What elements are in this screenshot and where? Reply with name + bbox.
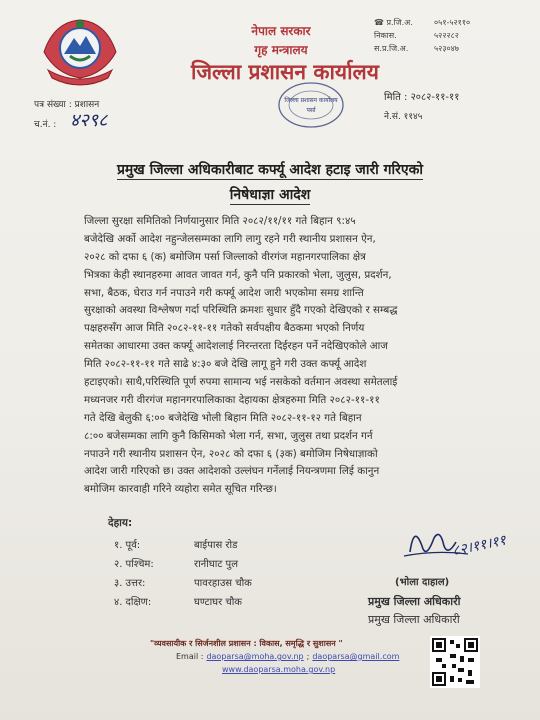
body-line: जिल्ला सुरक्षा समितिको निर्णयानुसार मिति २०८२/११/११ गते बिहान ९:४५	[84, 215, 356, 227]
contact-value: ५२३०४७	[434, 44, 459, 53]
signature-date: ८२।११।११	[451, 532, 508, 560]
boundary-location: पावरहाउस चौक	[194, 578, 252, 589]
body-line: पक्षहरुसँग आज मिति २०८२-११-११ गतेको सर्वपक्षीय बैठकमा भएको निर्णय	[84, 322, 365, 335]
body-line: ८:०० बजेसम्मका लागि कुनै किसिमको भेला गर्न, सभा, जुलुस तथा प्रदर्शन गर्न	[84, 429, 373, 442]
date-label: मिति : २०८२-११-११	[384, 92, 460, 103]
order-body	[84, 213, 496, 499]
boundary-location: घण्टाघर चौक	[194, 597, 242, 608]
body-line: बजेदेखि अर्को आदेश नहुन्जेलसम्मका लागि लागु रहने गरी स्थानीय प्रशासन ऐन,	[84, 232, 376, 245]
header-office-title: जिल्ला प्रशासन कार्यालय	[191, 60, 379, 84]
signatory-title-handwritten: प्रमुख जिल्ला अधिकारी	[368, 613, 460, 626]
contact-value: ०५१-५२११०	[434, 18, 471, 27]
body-line: समेतका आधारमा उक्त कर्फ्यू आदेशलाई निरन्तरता दिईरहन पर्ने नदेखिएकोले आज	[84, 340, 388, 353]
heading-line-2: निषेधाज्ञा आदेश	[229, 187, 311, 203]
boundary-item	[114, 575, 252, 589]
body-line: मध्यनजर गरी वीरगंज महानगरपालिकाका देहायका क्षेत्रहरुमा मिति २०८२-११-११	[84, 393, 380, 406]
order-heading	[60, 158, 480, 208]
stamp-text: जिल्ला प्रशासन कार्यालय	[284, 97, 338, 104]
body-line: २०२८ को दफा ६ (क) बमोजिम पर्सा जिल्लाको वीरगंज महानगरपालिका क्षेत्र	[84, 250, 366, 263]
contact-label: ☎ प्र.जि.अ.	[374, 18, 413, 27]
boundaries-label: देहाय:	[108, 517, 133, 529]
heading-line-1: प्रमुख जिल्ला अधिकारीबाट कर्फ्यू आदेश हटाइ जारी गरिएको	[116, 162, 424, 178]
dispatch-label: च.नं. :	[34, 120, 57, 130]
body-line: मिति २०८२-११-११ गते साढे ४:३० बजे देखि लागू हुने गरी उक्त कर्फ्यू आदेश	[84, 358, 367, 371]
email-link-primary[interactable]: daoparsa@moha.gov.np	[206, 652, 304, 661]
signatory-title: प्रमुख जिल्ला अधिकारी	[368, 595, 461, 608]
body-line: गते देखि बेलुकी ६:०० बजेदेखि भोली बिहान मिति २०८२-११-१२ गते बिहान	[84, 411, 362, 424]
body-line: हटाइएको। साथै,परिस्थिति पूर्ण रुपमा सामान्य भई नसकेको वर्तमान अवस्था समेतलाई	[84, 376, 398, 389]
boundary-location: रानीघाट पुल	[194, 559, 238, 570]
official-stamp-icon	[276, 80, 346, 130]
boundary-direction: २. पश्चिम:	[114, 559, 154, 570]
boundary-direction: १. पूर्व:	[114, 540, 141, 551]
header-ministry: गृह मन्त्रालय	[254, 43, 308, 57]
contact-row	[374, 16, 524, 29]
contact-numbers	[374, 16, 524, 55]
contact-label: निकास.	[374, 31, 397, 40]
contact-label: स.प्र.जि.अ.	[374, 44, 409, 53]
email-link-secondary[interactable]: daoparsa@gmail.com	[312, 652, 400, 661]
signatory-name: (भोला दाहाल)	[395, 577, 450, 588]
contact-row	[374, 42, 524, 55]
nepal-emblem-icon	[34, 12, 126, 88]
letter-number-label: पत्र संख्या : प्रशासन	[34, 100, 100, 110]
website-link[interactable]: www.daoparsa.moha.gov.np	[222, 665, 336, 674]
body-line: बमोजिम कारवाही गरिने व्यहोरा समेत सूचित गरिन्छ।	[84, 483, 277, 496]
stamp-text: पर्सा	[306, 107, 316, 114]
boundary-direction: ३. उत्तर:	[114, 578, 146, 589]
boundary-item	[114, 556, 238, 570]
qr-code-icon	[430, 636, 480, 688]
boundary-item	[114, 537, 237, 551]
body-line: भित्रका केही स्थानहरुमा आवत जावत गर्न, कुनै पनि प्रकारको भेला, जुलुस, प्रदर्शन,	[84, 268, 392, 281]
header-government: नेपाल सरकार	[251, 24, 311, 38]
footer-slogan: "व्यवसायीक र सिर्जनशील प्रशासन : विकास, समृद्धि र सुशासन "	[150, 639, 343, 648]
email-separator: ;	[306, 652, 310, 661]
email-label: Email :	[176, 652, 204, 661]
body-line: आदेश जारी गरिएको छ। उक्त आदेशको उल्लंघन गर्नेलाई नियन्त्रणमा लिई कानुन	[84, 465, 380, 478]
contact-row	[374, 29, 524, 42]
boundary-location: बाईपास रोड	[194, 540, 238, 551]
dispatch-number: ४२९८	[70, 110, 108, 131]
body-line: सभा, बैठक, घेराउ गर्न नपाउने गरी कर्फ्यू आदेश जारी भएकोमा समग्र शान्ति	[84, 286, 364, 299]
nepali-era-label: ने.सं. ११४५	[384, 112, 423, 122]
body-line: सुरक्षाको अवस्था विश्लेषण गर्दा परिस्थिति क्रमशः सुधार हुँदै गएको देखिएको र सम्बद्ध	[84, 304, 398, 317]
body-line: नपाउने गरी स्थानीय प्रशासन ऐन, २०२८ को दफा ६ (३क) बमोजिम निषेधाज्ञाको	[84, 447, 378, 460]
footer-email	[176, 652, 399, 661]
boundary-direction: ४. दक्षिण:	[114, 597, 152, 608]
boundary-item	[114, 594, 242, 608]
contact-value: ५२२२८२	[434, 31, 459, 40]
